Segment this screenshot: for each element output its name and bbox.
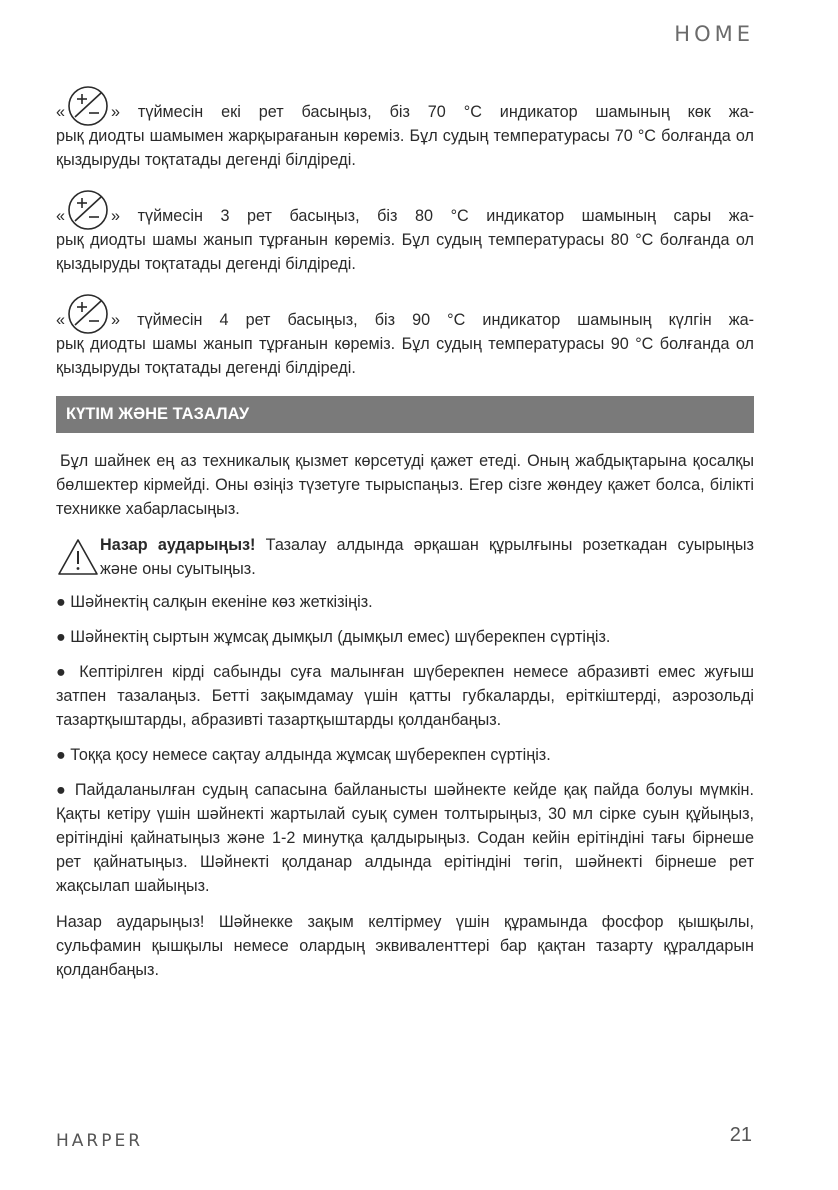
section-header-care-cleaning: КҮТІМ ЖӘНЕ ТАЗАЛАУ <box>56 396 754 433</box>
bullet-item: ● Шәйнектің салқын екеніне көз жеткізіңіз. <box>56 593 373 611</box>
button-paragraph-2 <box>56 188 754 276</box>
bullet-item: ● Тоққа қосу немесе сақтау алдында жұмсақ шүберекпен сүртіңіз. <box>56 746 551 764</box>
page-content <box>56 84 754 998</box>
button-paragraph-continuation: рық диодты шамы жанып тұрғанын көреміз. Бұл судың температурасы 90 °С болғанда ол қыздыруды тоқтатады дегенді білдіреді. <box>56 335 754 377</box>
bullet-item: ● Кептірілген кірді сабынды суға малынған шүберекпен немесе абразивті емес жуғыш затпен тазалаңыз. Бетті зақымдамау үшін қатты губкаларды, еріткіштерді, аэрозольді тазартқыштарды, абразивті тазартқыштарды қолданбаңыз. <box>56 663 754 729</box>
warning-body: Тазалау алдында әрқашан құрылғыны розеткадан суырыңыз және оны суытыңыз. <box>100 536 754 578</box>
button-paragraph-continuation: рық диодты шамы жанып тұрғанын көреміз. Бұл судың температурасы 80 °С болғанда ол қыздыруды тоқтатады дегенді білдіреді. <box>56 231 754 273</box>
open-quote: « <box>56 207 66 225</box>
button-paragraph-line1: » түймесін 3 рет басыңыз, біз 80 °С индикатор шамының сары жа- <box>111 207 754 225</box>
button-paragraph-first-line <box>56 188 754 228</box>
brand-logo-home: HOME <box>674 22 754 46</box>
button-paragraph-3 <box>56 292 754 380</box>
button-paragraph-line1: » түймесін 4 рет басыңыз, біз 90 °С индикатор шамының күлгін жа- <box>111 311 754 329</box>
button-paragraph-continuation: рық диодты шамымен жарқырағанын көреміз. Бұл судың температурасы 70 °С болғанда ол қыздыруды тоқтатады дегенді білдіреді. <box>56 127 754 169</box>
open-quote: « <box>56 103 66 121</box>
brand-logo-harper: HARPER <box>56 1131 144 1151</box>
button-paragraph-first-line <box>56 292 754 332</box>
plus-minus-button-icon <box>66 292 110 336</box>
warning-bold: Назар аударыңыз! <box>100 536 256 554</box>
plus-minus-button-icon <box>66 84 110 128</box>
warning-block <box>56 533 754 581</box>
warning-text <box>100 533 754 581</box>
open-quote: « <box>56 311 66 329</box>
section-intro: Бұл шайнек ең аз техникалық қызмет көрсетуді қажет етеді. Оның жабдықтарына қосалқы бөлшектер кірмейді. Оны өзіңіз түзетуге тырыспаңыз. Егер сізге жөндеу қажет болса, білікті техникке хабарласыңыз. <box>56 452 754 518</box>
bullet-item: ● Пайдаланылған судың сапасына байланысты шәйнекте кейде қақ пайда болуы мүмкін. Қақты кетіру үшін шәйнекті жартылай суық сумен толтырыңыз, 30 мл сірке суын құйыңыз, ерітіндіні қайнатыңыз және 1-2 минутқа қалдырыңыз. Содан кейін ерітіндіні тағы бірнеше рет қайнатыңыз. Шәйнекті қолданар алдында ерітіндіні төгіп, шәйнекті бірнеше рет жақсылап шайыңыз. <box>56 781 754 895</box>
plus-minus-button-icon <box>66 188 110 232</box>
bullet-item: ● Шәйнектің сыртын жұмсақ дымқыл (дымқыл емес) шүберекпен сүртіңіз. <box>56 628 611 646</box>
button-paragraph-first-line <box>56 84 754 124</box>
warning-triangle-icon <box>56 537 100 577</box>
page-number: 21 <box>729 1124 752 1146</box>
button-paragraph-line1: » түймесін екі рет басыңыз, біз 70 °С индикатор шамының көк жа- <box>111 103 754 121</box>
note-paragraph: Назар аударыңыз! Шәйнекке зақым келтірмеу үшін құрамында фосфор қышқылы, сульфамин қышқылы немесе олардың эквиваленттері бар қақтан тазарту құралдарын қолданбаңыз. <box>56 913 754 979</box>
button-paragraph-1 <box>56 84 754 172</box>
